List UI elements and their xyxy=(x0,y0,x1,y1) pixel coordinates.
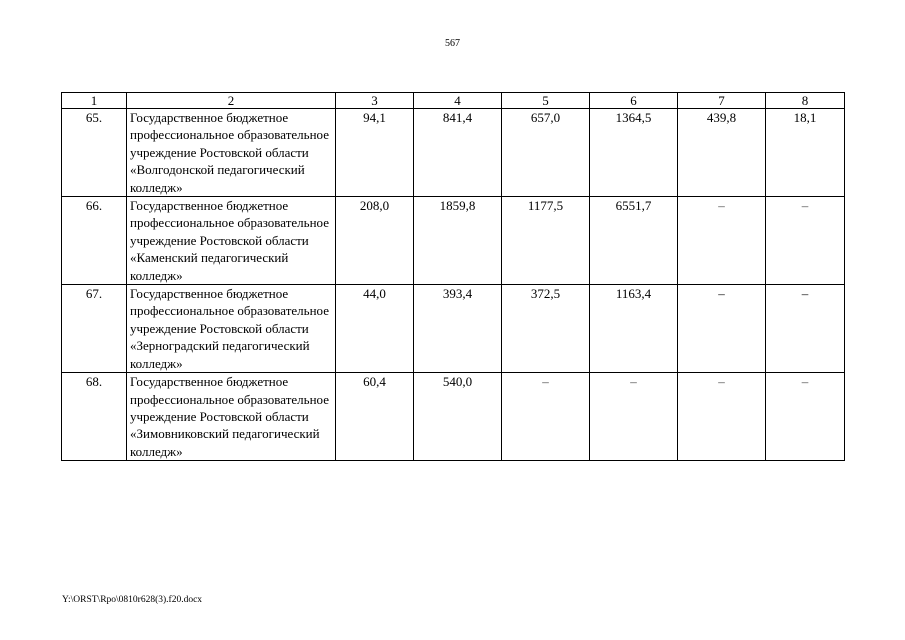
cell-col-3: 208,0 xyxy=(336,197,414,285)
column-header: 8 xyxy=(766,93,845,109)
column-header: 2 xyxy=(127,93,336,109)
data-table xyxy=(61,92,845,461)
cell-col-4: 540,0 xyxy=(414,373,502,461)
cell-col-4: 841,4 xyxy=(414,109,502,197)
cell-col-7: – xyxy=(678,373,766,461)
cell-col-4: 1859,8 xyxy=(414,197,502,285)
cell-col-6: – xyxy=(590,373,678,461)
cell-col-7: – xyxy=(678,197,766,285)
row-number: 66. xyxy=(62,197,127,285)
cell-col-6: 6551,7 xyxy=(590,197,678,285)
cell-col-8: – xyxy=(766,197,845,285)
cell-col-7: 439,8 xyxy=(678,109,766,197)
column-header: 4 xyxy=(414,93,502,109)
page-number: 567 xyxy=(445,38,460,49)
cell-col-8: 18,1 xyxy=(766,109,845,197)
institution-name: Государственное бюджетное профессиональное образовательное учреждение Ростовской области «Зерноградский педагогический колледж» xyxy=(127,285,336,373)
cell-col-4: 393,4 xyxy=(414,285,502,373)
column-header: 3 xyxy=(336,93,414,109)
cell-col-5: 657,0 xyxy=(502,109,590,197)
row-number: 67. xyxy=(62,285,127,373)
row-number: 68. xyxy=(62,373,127,461)
table-row xyxy=(62,373,845,461)
cell-col-3: 94,1 xyxy=(336,109,414,197)
column-header: 5 xyxy=(502,93,590,109)
cell-col-3: 60,4 xyxy=(336,373,414,461)
column-header: 1 xyxy=(62,93,127,109)
cell-col-7: – xyxy=(678,285,766,373)
cell-col-5: 1177,5 xyxy=(502,197,590,285)
cell-col-3: 44,0 xyxy=(336,285,414,373)
footer-file-path: Y:\ORST\Rpo\0810r628(3).f20.docx xyxy=(62,595,203,605)
column-header: 6 xyxy=(590,93,678,109)
table-row xyxy=(62,109,845,197)
table-row xyxy=(62,285,845,373)
table-row xyxy=(62,197,845,285)
institution-name: Государственное бюджетное профессиональное образовательное учреждение Ростовской области «Каменский педагогический колледж» xyxy=(127,197,336,285)
institution-name: Государственное бюджетное профессиональное образовательное учреждение Ростовской области «Волгодонской педагогический колледж» xyxy=(127,109,336,197)
cell-col-5: – xyxy=(502,373,590,461)
cell-col-6: 1364,5 xyxy=(590,109,678,197)
cell-col-5: 372,5 xyxy=(502,285,590,373)
cell-col-6: 1163,4 xyxy=(590,285,678,373)
column-header: 7 xyxy=(678,93,766,109)
cell-col-8: – xyxy=(766,373,845,461)
institution-name: Государственное бюджетное профессиональное образовательное учреждение Ростовской области «Зимовниковский педагогический колледж» xyxy=(127,373,336,461)
cell-col-8: – xyxy=(766,285,845,373)
table-header-row xyxy=(62,93,845,109)
row-number: 65. xyxy=(62,109,127,197)
